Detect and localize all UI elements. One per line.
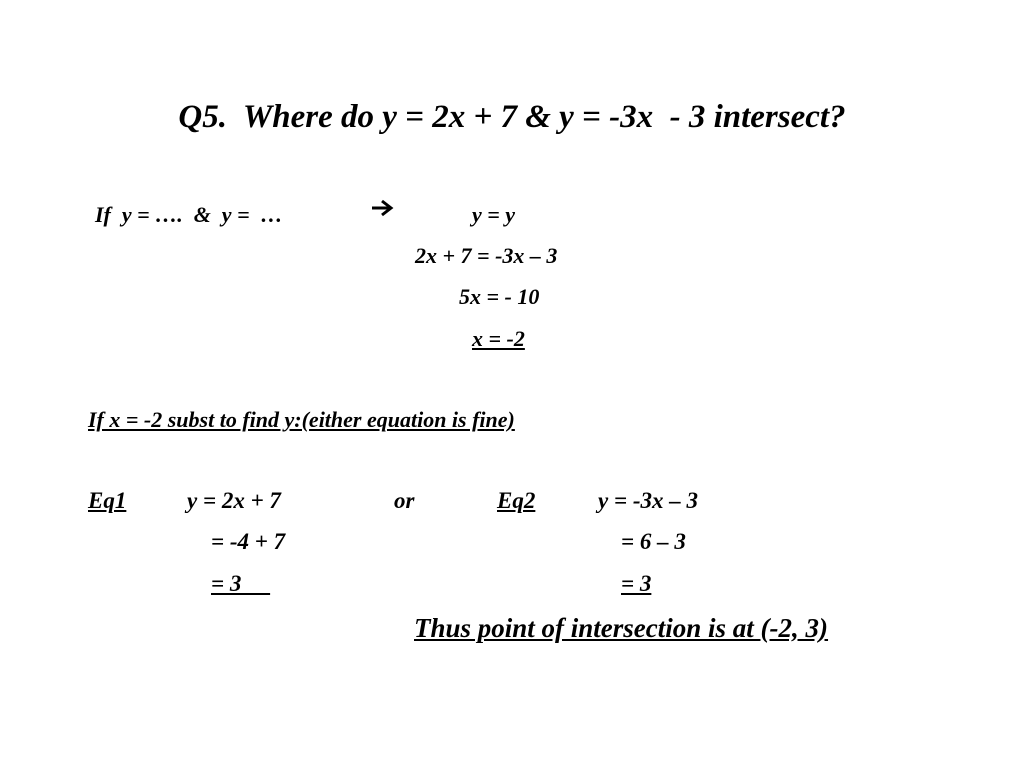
eq2-equation: y = -3x – 3 (598, 488, 698, 513)
eq2-step-1: = 6 – 3 (621, 529, 686, 554)
x-solution: x = -2 (472, 326, 525, 351)
substitute-note: If x = -2 subst to find y:(either equation is fine) (88, 407, 515, 432)
eq2-label: Eq2 (497, 488, 536, 513)
eq1-equation: y = 2x + 7 (187, 488, 281, 513)
conclusion: Thus point of intersection is at (-2, 3) (414, 613, 829, 643)
equality-condition: If y = …. & y = … (95, 202, 283, 227)
right-arrow-icon (370, 198, 396, 218)
work-line-2: 5x = - 10 (459, 284, 540, 309)
eq1-step-1: = -4 + 7 (211, 529, 286, 554)
or-label: or (394, 488, 415, 513)
eq1-step-2: = 3 (211, 571, 271, 596)
y-equals-y: y = y (472, 202, 516, 227)
work-line-1: 2x + 7 = -3x – 3 (415, 243, 558, 268)
eq2-step-2: = 3 (621, 571, 652, 596)
slide-title: Q5. Where do y = 2x + 7 & y = -3x - 3 intersect? (178, 99, 846, 135)
eq1-label: Eq1 (88, 488, 127, 513)
